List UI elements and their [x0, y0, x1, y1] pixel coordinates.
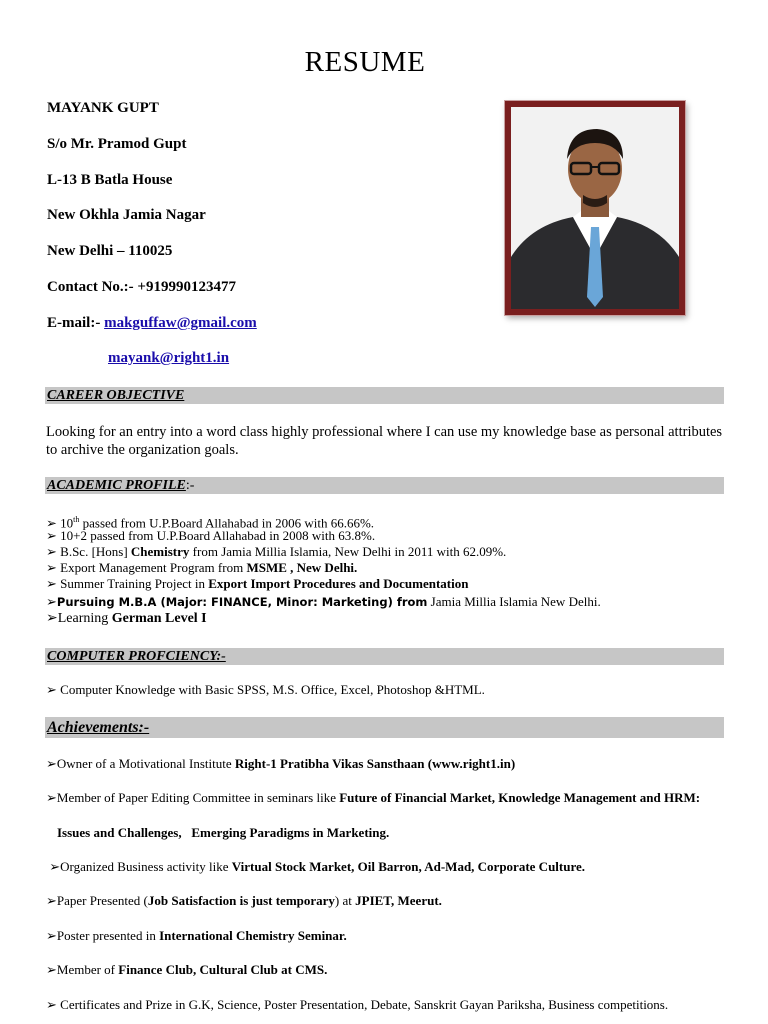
- profile-photo: [505, 101, 685, 315]
- email-row-2: [108, 350, 229, 367]
- contact-number: Contact No.:- +919990123477: [47, 279, 236, 295]
- list-item: ➢Owner of a Motivational Institute Right-1 Pratibha Vikas Sansthaan (www.right1.in): [46, 756, 516, 771]
- profile-photo-figure: [511, 107, 679, 309]
- email-link-2[interactable]: mayank@right1.in: [108, 350, 230, 366]
- parent-name: S/o Mr. Pramod Gupt: [47, 136, 187, 152]
- email-link-1[interactable]: makguffaw@gmail.com: [104, 315, 257, 331]
- email-row: [47, 315, 257, 332]
- list-item: ➢Member of Finance Club, Cultural Club at CMS.: [46, 962, 328, 977]
- address-city: New Delhi – 110025: [47, 243, 173, 259]
- candidate-name: MAYANK GUPT: [47, 100, 159, 116]
- list-item: ➢Learning German Level I: [46, 611, 207, 626]
- list-item: ➢Organized Business activity like Virtual Stock Market, Oil Barron, Ad-Mad, Corporate Culture.: [46, 859, 586, 874]
- list-item: ➢Member of Paper Editing Committee in seminars like Future of Financial Market, Knowledge Management and HRM:: [46, 790, 701, 805]
- career-objective-text: Looking for an entry into a word class highly professional where I can use my knowledge base as personal attributes to archive the organization goals.: [46, 424, 723, 458]
- list-item: ➢ 10th passed from U.P.Board Allahabad in 2006 with 66.66%.: [46, 515, 375, 531]
- computer-proficiency-text: ➢ Computer Knowledge with Basic SPSS, M.S. Office, Excel, Photoshop &HTML.: [46, 682, 485, 697]
- list-item: ➢ Export Management Program from MSME , New Delhi.: [46, 560, 358, 575]
- list-item: ➢ 10+2 passed from U.P.Board Allahabad in 2008 with 63.8%.: [46, 528, 376, 543]
- list-item: ➢ Summer Training Project in Export Import Procedures and Documentation: [46, 576, 469, 591]
- address-line-1: L-13 B Batla House: [47, 172, 173, 188]
- academic-profile-heading: ACADEMIC PROFILE:-: [45, 477, 724, 494]
- list-item: ➢Paper Presented (Job Satisfaction is just temporary) at JPIET, Meerut.: [46, 893, 442, 908]
- achievements-heading: Achievements:-: [45, 717, 724, 738]
- list-item: ➢ B.Sc. [Hons] Chemistry from Jamia Millia Islamia, New Delhi in 2011 with 62.09%.: [46, 544, 507, 559]
- list-item: ➢Poster presented in International Chemistry Seminar.: [46, 928, 347, 943]
- page-title: RESUME: [304, 46, 426, 78]
- email-label: E-mail:-: [47, 315, 101, 331]
- career-objective-heading: CAREER OBJECTIVE: [45, 387, 724, 404]
- list-item: Issues and Challenges, Emerging Paradigms in Marketing.: [57, 825, 390, 840]
- list-item: ➢ Certificates and Prize in G.K, Science, Poster Presentation, Debate, Sanskrit Gayan Pariksha, Business competitions.: [46, 997, 669, 1012]
- address-line-2: New Okhla Jamia Nagar: [47, 207, 206, 223]
- list-item: ➢Pursuing M.B.A (Major: FINANCE, Minor: Marketing) from Jamia Millia Islamia New Delhi.: [46, 594, 601, 609]
- computer-proficiency-heading: COMPUTER PROFCIENCY:-: [45, 648, 724, 665]
